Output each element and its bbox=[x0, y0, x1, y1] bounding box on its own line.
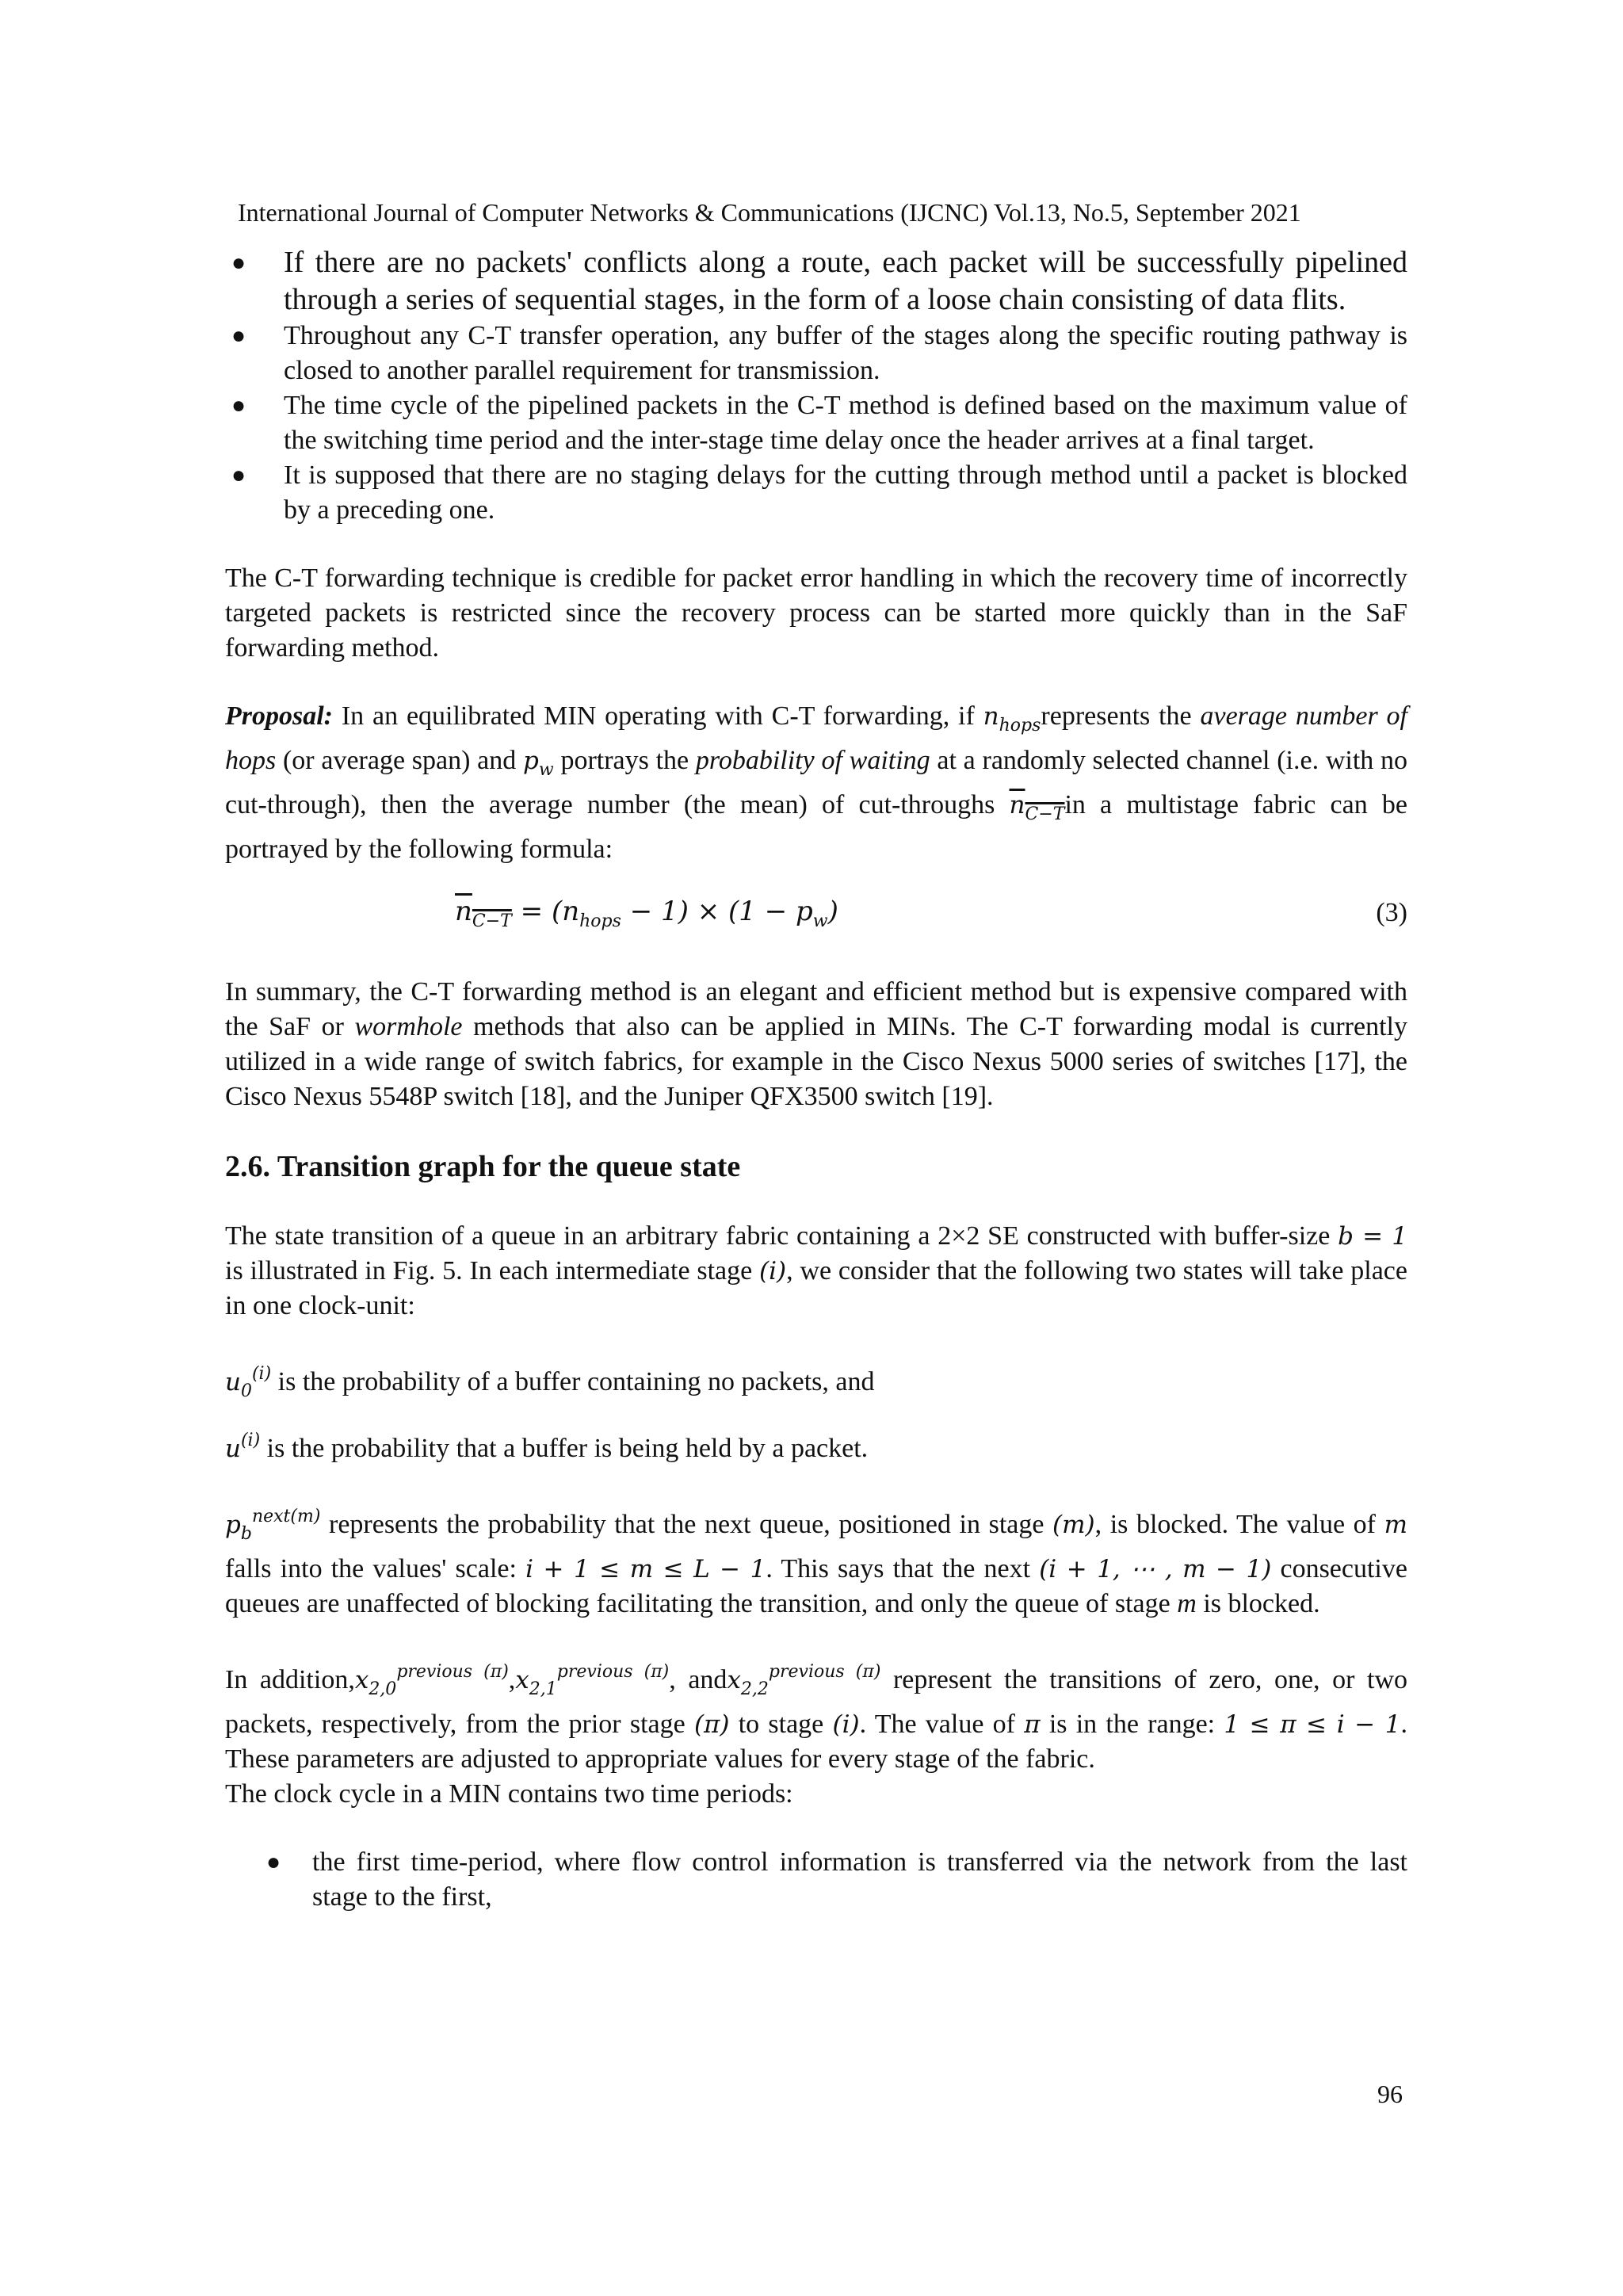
section-heading: 2.6. Transition graph for the queue state bbox=[225, 1150, 741, 1183]
paragraph-state-u0: $u_0^{(i)}$ is the probability of a buffer containing no packets, and bbox=[225, 1364, 875, 1401]
page-content bbox=[225, 244, 1407, 1915]
list-item: ● If there are no packets' conflicts along a route, each packet will be successfully pipelined through a series of sequential stages, in the form of a loose chain consisting of data flits. bbox=[231, 246, 1407, 316]
list-item: ● the first time-period, where flow control information is transferred via the network from the last stage to the first, bbox=[225, 1845, 1407, 1915]
list-item: ● Throughout any C-T transfer operation, any buffer of the stages along the specific routing pathway is closed to another parallel requirement for transmission. bbox=[225, 319, 1407, 388]
page-number: 96 bbox=[1377, 2080, 1403, 2108]
paragraph-summary: In summary, the C-T forwarding method is an elegant and efficient method but is expensive compared with the SaF or wormhole methods that also can be applied in MINs. The C-T forwarding modal is currently utilized in a wide range of switch fabrics, for example in the Cisco Nexus 5000 series of switches [17], the Cisco Nexus 5548P switch [18], and the Juniper QFX3500 switch [19]. bbox=[225, 977, 1407, 1111]
list-item: ● It is supposed that there are no staging delays for the cutting through method until a packet is blocked by a preceding one. bbox=[225, 458, 1407, 528]
bullet-icon: ● bbox=[231, 323, 246, 349]
paragraph-ct-forwarding: The C-T forwarding technique is credible for packet error handling in which the recovery time of incorrectly targeted packets is restricted since the recovery process can be started more quickly than in the SaF forwarding method. bbox=[225, 563, 1407, 663]
equation-number: (3) bbox=[1376, 898, 1407, 927]
bullet-icon: ● bbox=[231, 462, 246, 488]
equation-expression: $n_{C-T} = (n_{hops} - 1) \times (1 - p_w)$ bbox=[455, 896, 838, 931]
bullet-icon: ● bbox=[266, 1849, 281, 1875]
equation-3 bbox=[225, 877, 1407, 953]
bullet-icon: ● bbox=[231, 250, 246, 276]
paragraph-transitions: In $addition,x_{2,0}^{previous (\pi)},x_{2,1}^{previous (\pi)}$, andx$_{2,2}^{previous (\pi)}$ represent the transitions of zero, one, or two packets, respectively, from the prior stage (π) to stage (i). The value of π is in the range: 1 ≤ π ≤ i − 1. These parameters are adjusted to appropriate values for every stage of the fabric. bbox=[225, 1662, 1408, 1774]
paragraph-state-transition: The state transition of a queue in an arbitrary fabric containing a 2×2 SE constructed with buffer-size b = 1 is illustrated in Fig. 5. In each intermediate stage (i), we consider that the following two states will take place in one clock-unit: bbox=[225, 1221, 1407, 1320]
paragraph-clock-cycle: The clock cycle in a MIN contains two time periods: bbox=[225, 1779, 793, 1809]
bullet-icon: ● bbox=[231, 392, 246, 418]
journal-header: International Journal of Computer Networks & Communications (IJCNC) Vol.13, No.5, September 2021 bbox=[238, 198, 1301, 227]
paragraph-proposal: Proposal: In an equilibrated MIN operating with C-T forwarding, if $n_{hops}represents$ the average number of hops (or average span) and $p_w$ portrays the probability of waiting at a randomly selected channel (i.e. with no cut-through), then the average number (the mean) of cut-throughs $n_{C-T}in$ a multistage fabric can be portrayed by the following formula: bbox=[225, 701, 1408, 864]
paragraph-state-u: $u^{(i)}$ is the probability that a buffer is being held by a packet. bbox=[225, 1431, 869, 1463]
list-item: ● The time cycle of the pipelined packets in the C-T method is defined based on the maximum value of the switching time period and the inter-stage time delay once the header arrives at a final target. bbox=[225, 388, 1407, 458]
paragraph-blocking: $p_b^{next(m)}$ represents the probability that the next queue, positioned in stage (m), is blocked. The value of m falls into the values' scale: i + 1 ≤ m ≤ L − 1. This says that the next (i + 1, ⋯ , m − 1) consecutive queues are unaffected of blocking facilitating the transition, and only the queue of stage m is blocked. bbox=[225, 1507, 1407, 1618]
